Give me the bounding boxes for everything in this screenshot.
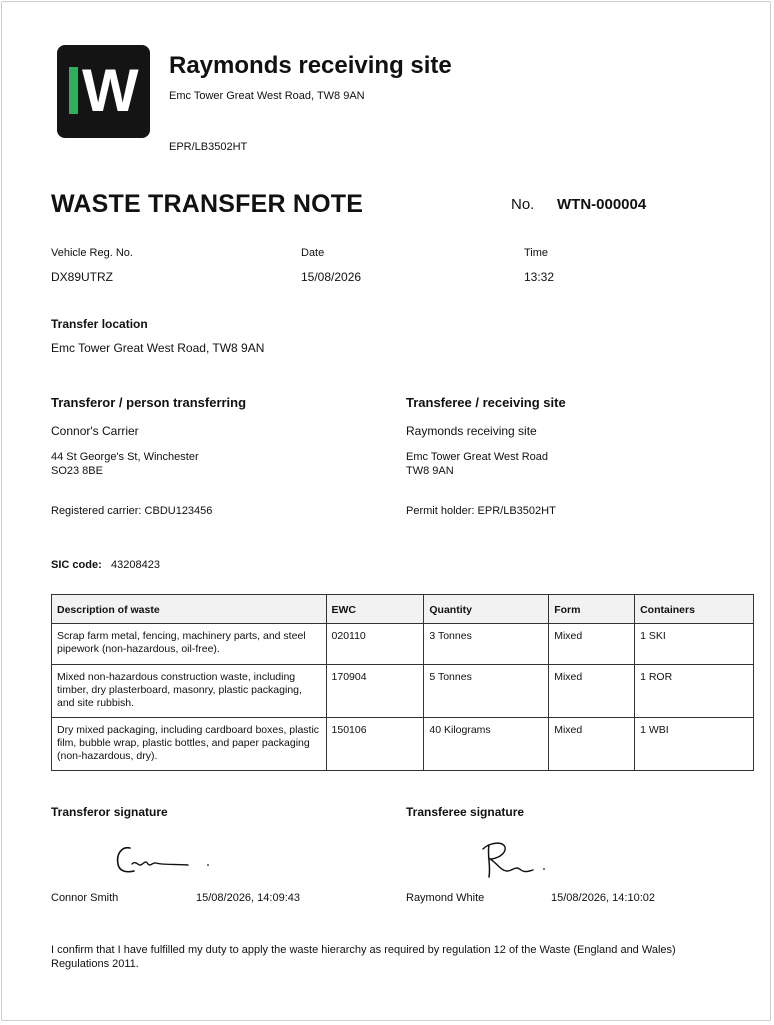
table-row <box>52 624 754 665</box>
document-number: WTN-000004 <box>557 196 647 213</box>
vehicle-label: Vehicle Reg. No. <box>51 247 133 259</box>
time-value: 13:32 <box>524 270 555 284</box>
cell-containers: 1 SKI <box>635 624 754 665</box>
waste-table-header-row <box>52 595 754 624</box>
header-quantity: Quantity <box>424 595 549 624</box>
cell-containers: 1 WBI <box>635 718 754 771</box>
transferee-signature-image <box>477 837 557 882</box>
cell-quantity: 3 Tonnes <box>424 624 549 665</box>
time-label: Time <box>524 247 549 259</box>
logo-accent-bar <box>69 67 78 114</box>
site-permit: EPR/LB3502HT <box>169 141 248 153</box>
cell-quantity: 5 Tonnes <box>424 665 549 718</box>
transferee-name: Raymonds receiving site <box>406 424 537 438</box>
header-description: Description of waste <box>52 595 327 624</box>
header-ewc: EWC <box>326 595 424 624</box>
transferor-signatory-name: Connor Smith <box>51 892 119 904</box>
transferor-signature-timestamp: 15/08/2026, 14:09:43 <box>196 892 300 904</box>
transferee-signatory-name: Raymond White <box>406 892 485 904</box>
cell-form: Mixed <box>549 624 635 665</box>
transfer-location-value: Emc Tower Great West Road, TW8 9AN <box>51 341 265 355</box>
document-title: WASTE TRANSFER NOTE <box>51 190 364 218</box>
cell-ewc: 170904 <box>326 665 424 718</box>
logo-letter: W <box>82 57 136 124</box>
site-address: Emc Tower Great West Road, TW8 9AN <box>169 90 365 102</box>
transferor-signature-heading: Transferor signature <box>51 805 168 819</box>
cell-description: Scrap farm metal, fencing, machinery parts, and steel pipework (non-hazardous, oil-free). <box>52 624 327 665</box>
transferee-heading: Transferee / receiving site <box>406 395 566 410</box>
transferee-signature-heading: Transferee signature <box>406 805 525 819</box>
transferor-name: Connor's Carrier <box>51 424 139 438</box>
header-form: Form <box>549 595 635 624</box>
vehicle-value: DX89UTRZ <box>51 270 114 284</box>
transferee-signature-timestamp: 15/08/2026, 14:10:02 <box>551 892 655 904</box>
header-containers: Containers <box>635 595 754 624</box>
cell-form: Mixed <box>549 665 635 718</box>
declaration-text: I confirm that I have fulfilled my duty to apply the waste hierarchy as required by regulation 12 of the Waste (England and Wales) Regulations 2011. <box>51 944 676 970</box>
cell-quantity: 40 Kilograms <box>424 718 549 771</box>
transferor-address-line1: 44 St George's St, Winchester <box>51 451 199 463</box>
transferee-permit: Permit holder: EPR/LB3502HT <box>406 505 556 517</box>
sic-code-label: SIC code: <box>51 559 102 571</box>
transfer-location-label: Transfer location <box>51 317 148 331</box>
date-value: 15/08/2026 <box>301 270 362 284</box>
waste-transfer-note-page <box>1 1 771 1021</box>
cell-form: Mixed <box>549 718 635 771</box>
cell-containers: 1 ROR <box>635 665 754 718</box>
transferor-registration: Registered carrier: CBDU123456 <box>51 505 213 517</box>
transferee-address-line2: TW8 9AN <box>406 465 454 477</box>
cell-description: Dry mixed packaging, including cardboard boxes, plastic film, bubble wrap, plastic bottles, and paper packaging (non-hazardous, dry). <box>52 718 327 771</box>
cell-ewc: 150106 <box>326 718 424 771</box>
cell-ewc: 020110 <box>326 624 424 665</box>
sic-code-value: 43208423 <box>111 559 160 571</box>
date-label: Date <box>301 247 325 259</box>
table-row <box>52 718 754 771</box>
document-number-label: No. <box>511 196 535 213</box>
cell-description: Mixed non-hazardous construction waste, including timber, dry plasterboard, masonry, plastic packaging, and site rubbish. <box>52 665 327 718</box>
waste-table <box>51 594 754 771</box>
table-row <box>52 665 754 718</box>
company-logo <box>57 45 150 138</box>
transferee-address-line1: Emc Tower Great West Road <box>406 451 549 463</box>
site-name: Raymonds receiving site <box>169 52 452 79</box>
transferor-signature-image <box>112 840 222 880</box>
transferor-address-line2: SO23 8BE <box>51 465 103 477</box>
transferor-heading: Transferor / person transferring <box>51 395 247 410</box>
